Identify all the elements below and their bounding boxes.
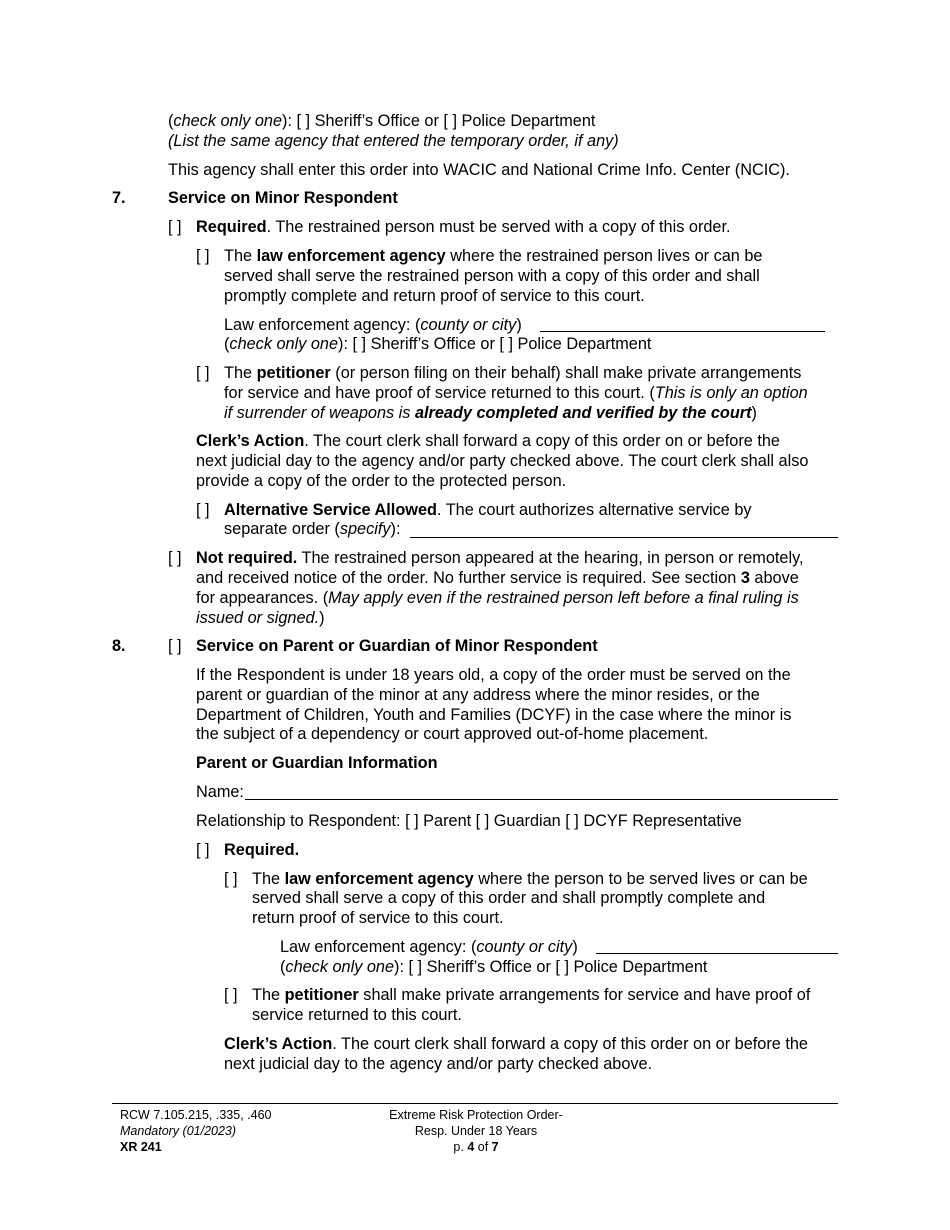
s8-para-line4: the subject of a dependency or court approved out-of-home placement. (196, 725, 709, 743)
s8-para-line3: Department of Children, Youth and Families (DCYF) in the case where the minor is (196, 706, 792, 724)
s8-required-label: Required. (224, 841, 300, 859)
s8-check-only-one[interactable]: (check only one): [ ] Sheriff’s Office or [ ] Police Department (280, 958, 708, 976)
section-7-number: 7. (112, 189, 126, 207)
s8-pet-line1: The petitioner shall make private arrangements for service and have proof of (252, 986, 811, 1004)
footer-divider (112, 1103, 838, 1104)
s7-check-only-one[interactable]: (check only one): [ ] Sheriff’s Office or [ ] Police Department (224, 335, 652, 353)
s8-para-line2: parent or guardian of the minor at any address where the minor resides, or the (196, 686, 760, 704)
relationship-options[interactable]: Relationship to Respondent: [ ] Parent [ ] Guardian [ ] DCYF Representative (196, 812, 742, 830)
s7-nr-line4: issued or signed.) (196, 609, 325, 627)
s7-le-line2: served shall serve the restrained person with a copy of this order and shall (224, 267, 760, 285)
section-8-number: 8. (112, 637, 126, 655)
s7-pet-line1: The petitioner (or person filing on their behalf) shall make private arrangements (224, 364, 802, 382)
s8-required-checkbox[interactable]: [ ] (196, 841, 210, 859)
s8-agency-field[interactable] (596, 953, 838, 954)
s7-clerk-line2: next judicial day to the agency and/or party checked above. The court clerk shall also (196, 452, 809, 470)
s7-nr-line3: for appearances. (May apply even if the restrained person left before a final ruling is (196, 589, 799, 607)
check-only-one-line: (check only one): [ ] Sheriff’s Office or [ ] Police Department (168, 112, 596, 130)
s7-le-line1: The law enforcement agency where the restrained person lives or can be (224, 247, 763, 265)
s8-para-line1: If the Respondent is under 18 years old, a copy of the order must be served on the (196, 666, 791, 684)
s7-not-required-checkbox[interactable]: [ ] (168, 549, 182, 567)
parent-guardian-info-heading: Parent or Guardian Information (196, 754, 438, 772)
s7-nr-line1: Not required. The restrained person appeared at the hearing, in person or remotely, (196, 549, 804, 567)
s8-le-line1: The law enforcement agency where the person to be served lives or can be (252, 870, 808, 888)
s8-le-line3: return proof of service to this court. (252, 909, 504, 927)
s8-petitioner-checkbox[interactable]: [ ] (224, 986, 238, 1004)
s7-le-line3: promptly complete and return proof of service to this court. (224, 287, 645, 305)
s8-pet-line2: service returned to this court. (252, 1006, 462, 1024)
s7-alt-line2: separate order (specify): (224, 520, 401, 538)
s7-alternative-service-checkbox[interactable]: [ ] (196, 501, 210, 519)
s7-clerk-line1: Clerk’s Action. The court clerk shall forward a copy of this order on or before the (196, 432, 780, 450)
s7-alt-line1: Alternative Service Allowed. The court authorizes alternative service by (224, 501, 752, 519)
s7-pet-line2: for service and have proof of service returned to this court. (This is only an option (224, 384, 808, 402)
parent-name-field[interactable] (245, 799, 838, 800)
section-8-title: Service on Parent or Guardian of Minor Respondent (196, 637, 598, 655)
footer-rcw: RCW 7.105.215, .335, .460 (120, 1108, 272, 1122)
s7-required-text: Required. The restrained person must be served with a copy of this order. (196, 218, 731, 236)
s7-agency-field[interactable] (540, 331, 825, 332)
s8-law-enforcement-checkbox[interactable]: [ ] (224, 870, 238, 888)
section-7-title: Service on Minor Respondent (168, 189, 398, 207)
s7-nr-line2: and received notice of the order. No further service is required. See section 3 above (196, 569, 799, 587)
section-8-checkbox[interactable]: [ ] (168, 637, 182, 655)
s7-petitioner-checkbox[interactable]: [ ] (196, 364, 210, 382)
footer-form-number: XR 241 (120, 1140, 162, 1154)
footer-title-line2: Resp. Under 18 Years (414, 1124, 538, 1138)
s7-alt-specify-field[interactable] (410, 537, 838, 538)
footer-page-number: p. 4 of 7 (453, 1140, 499, 1154)
parent-name-label: Name: (196, 783, 244, 801)
agency-wacic-ncic-text: This agency shall enter this order into WACIC and National Crime Info. Center (NCIC). (168, 161, 790, 179)
footer-mandatory: Mandatory (01/2023) (120, 1124, 237, 1138)
s7-pet-line3: if surrender of weapons is already completed and verified by the court) (224, 404, 757, 422)
s8-clerk-line1: Clerk’s Action. The court clerk shall forward a copy of this order on or before the (224, 1035, 808, 1053)
s7-agency-label: Law enforcement agency: (county or city) (224, 316, 522, 334)
s8-agency-label: Law enforcement agency: (county or city) (280, 938, 578, 956)
s7-clerk-line3: provide a copy of the order to the protected person. (196, 472, 567, 490)
s7-required-checkbox[interactable]: [ ] (168, 218, 182, 236)
list-same-agency-note: (List the same agency that entered the temporary order, if any) (168, 132, 619, 150)
s8-le-line2: served shall serve a copy of this order and shall promptly complete and (252, 889, 766, 907)
footer-title-line1: Extreme Risk Protection Order- (389, 1108, 563, 1122)
s7-law-enforcement-checkbox[interactable]: [ ] (196, 247, 210, 265)
s8-clerk-line2: next judicial day to the agency and/or party checked above. (224, 1055, 653, 1073)
